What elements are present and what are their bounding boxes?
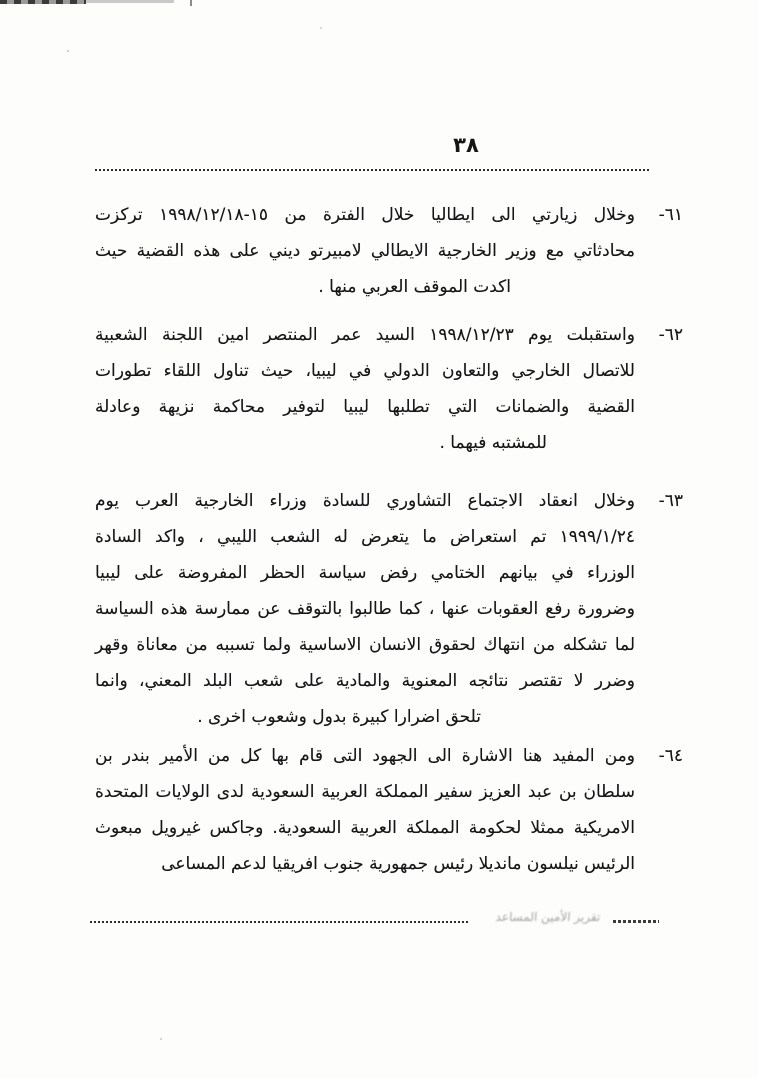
paragraph-text: [95, 317, 635, 461]
paragraph-text: [95, 197, 635, 305]
scan-speck: [67, 50, 69, 52]
footer-dash-segment: [613, 920, 659, 923]
paragraph-line: للاتصال الخارجي والتعاون الدولي في ليبيا، حيث تناول اللقاء تطورات: [95, 361, 635, 381]
page-number: ٣٨: [453, 133, 479, 157]
paragraph-line: سلطان بن عبد العزيز سفير المملكة العربية السعودية لدى الولايات المتحدة: [95, 782, 635, 802]
header-divider: [95, 169, 650, 171]
paragraph-line: لما تشكله من انتهاك لحقوق الانسان الاساسية ولما تسببه من معاناة وقهر: [95, 635, 635, 655]
paragraph-line: تلحق اضرارا كبيرة بدول وشعوب اخرى .: [197, 707, 481, 727]
paragraph-number: ٦٤-: [658, 746, 683, 766]
paragraph-line: وضرر لا تقتصر نتائجه المعنوية والمادية على شعب البلد المعني، وانما: [95, 671, 635, 691]
paragraph-line: واستقبلت يوم ١٩٩٨/١٢/٢٣ السيد عمر المنتصر امين اللجنة الشعبية: [95, 325, 635, 345]
paragraph-number: ٦٣-: [658, 491, 683, 511]
paragraph-line: اكدت الموقف العربي منها .: [318, 277, 511, 297]
paragraph-line: ومن المفيد هنا الاشارة الى الجهود التى قام بها كل من الأمير بندر بن: [95, 746, 635, 766]
paragraph-line: الوزراء في بيانهم الختامي رفض سياسة الحظر المفروضة على ليبيا: [95, 563, 635, 583]
footer-stamp: تقرير الأمين المساعد: [495, 910, 601, 924]
scan-artifact-strip: [0, 0, 86, 4]
paragraph: [95, 197, 683, 305]
paragraph-line: وخلال انعقاد الاجتماع التشاوري للسادة وزراء الخارجية العرب يوم: [95, 491, 635, 511]
paragraph-number: ٦١-: [658, 205, 683, 225]
scan-speck: [160, 1038, 162, 1040]
paragraph-line: الرئيس نيلسون مانديلا رئيس جمهورية جنوب افريقيا لدعم المساعى: [161, 854, 635, 874]
paragraph-line: للمشتبه فيهما .: [439, 433, 547, 453]
paragraph-line: وخلال زيارتي الى ايطاليا خلال الفترة من ١٥-١٩٩٨/١٢/١٨ تركزت: [95, 205, 635, 225]
paragraph-line: وضرورة رفع العقوبات عنها ، كما طالبوا بالتوقف عن ممارسة هذه السياسة: [95, 599, 635, 619]
scan-speck: [320, 27, 322, 29]
paragraph-number: ٦٢-: [658, 325, 683, 345]
paragraph-text: [95, 738, 635, 882]
paragraph: [95, 738, 683, 882]
scan-artifact-strip: [86, 0, 174, 3]
scan-artifact-tick: [190, 0, 192, 6]
paragraph: [95, 483, 683, 735]
paragraph-line: محادثاتي مع وزير الخارجية الايطالي لامبيرتو ديني على هذه القضية حيث: [95, 241, 635, 261]
document-body: [95, 197, 683, 882]
footer-divider: [90, 921, 470, 923]
paragraph-text: [95, 483, 635, 735]
paragraph-line: القضية والضمانات التي تطلبها ليبيا لتوفير محاكمة نزيهة وعادلة: [95, 397, 635, 417]
paragraph: [95, 317, 683, 461]
paragraph-line: الامريكية ممثلا لحكومة المملكة العربية السعودية. وجاكس غيرويل مبعوث: [95, 818, 635, 838]
paragraph-line: ١٩٩٩/١/٢٤ تم استعراض ما يتعرض له الشعب الليبي ، واكد السادة: [95, 527, 635, 547]
